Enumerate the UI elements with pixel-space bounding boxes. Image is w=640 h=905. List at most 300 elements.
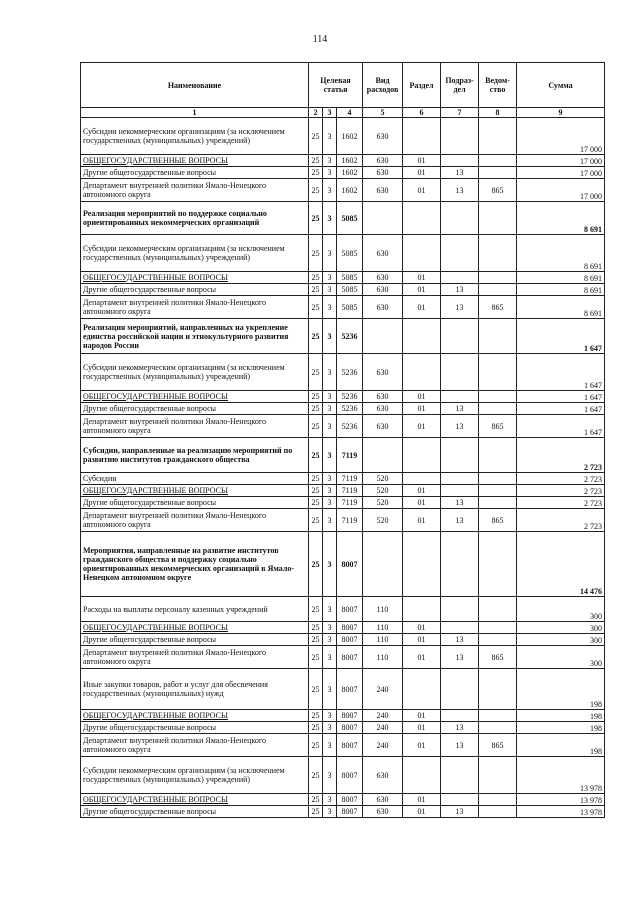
department-code — [479, 722, 517, 734]
target-code-2: 3 — [323, 485, 337, 497]
section-code: 01 — [403, 167, 441, 179]
department-code — [479, 284, 517, 296]
row-name: Другие общегосударственные вопросы — [81, 284, 309, 296]
amount-value: 13 978 — [517, 806, 605, 818]
target-code-2: 3 — [323, 794, 337, 806]
table-row — [81, 622, 605, 634]
target-code-1: 25 — [309, 509, 323, 532]
subsection-code: 13 — [441, 646, 479, 669]
department-code — [479, 155, 517, 167]
amount-value: 13 978 — [517, 794, 605, 806]
table-row — [81, 319, 605, 354]
section-code: 01 — [403, 415, 441, 438]
department-code — [479, 669, 517, 710]
subsection-code — [441, 202, 479, 235]
table-row — [81, 734, 605, 757]
section-code: 01 — [403, 403, 441, 415]
subsection-code — [441, 118, 479, 155]
target-code-2: 3 — [323, 509, 337, 532]
subsection-code — [441, 438, 479, 473]
section-code — [403, 202, 441, 235]
amount-value: 2 723 — [517, 509, 605, 532]
expense-type-code: 630 — [363, 179, 403, 202]
section-code — [403, 235, 441, 272]
header-expense-type: Вид расходов — [363, 63, 403, 108]
department-code — [479, 473, 517, 485]
row-name: Другие общегосударственные вопросы — [81, 167, 309, 179]
section-code: 01 — [403, 710, 441, 722]
row-name: Субсидии некоммерческим организациям (за исключением государственных (муниципальных) учреждений) — [81, 354, 309, 391]
amount-value: 300 — [517, 597, 605, 622]
target-code-1: 25 — [309, 235, 323, 272]
amount-value: 2 723 — [517, 438, 605, 473]
column-number: 5 — [363, 108, 403, 118]
subsection-code: 13 — [441, 403, 479, 415]
department-code: 865 — [479, 646, 517, 669]
target-code-1: 25 — [309, 794, 323, 806]
target-code-2: 3 — [323, 710, 337, 722]
table-row — [81, 509, 605, 532]
row-name: Другие общегосударственные вопросы — [81, 722, 309, 734]
target-code-2: 3 — [323, 415, 337, 438]
target-code-1: 25 — [309, 179, 323, 202]
target-code-1: 25 — [309, 284, 323, 296]
table-row — [81, 354, 605, 391]
target-code-1: 25 — [309, 806, 323, 818]
table-row — [81, 403, 605, 415]
target-code-3: 7119 — [337, 509, 363, 532]
target-code-3: 1602 — [337, 167, 363, 179]
amount-value: 198 — [517, 722, 605, 734]
amount-value: 300 — [517, 646, 605, 669]
department-code: 865 — [479, 509, 517, 532]
section-code: 01 — [403, 622, 441, 634]
table-row — [81, 284, 605, 296]
target-code-3: 7119 — [337, 473, 363, 485]
expense-type-code: 110 — [363, 597, 403, 622]
target-code-3: 8007 — [337, 597, 363, 622]
section-code: 01 — [403, 806, 441, 818]
row-name: ОБЩЕГОСУДАРСТВЕННЫЕ ВОПРОСЫ — [81, 272, 309, 284]
target-code-2: 3 — [323, 284, 337, 296]
target-code-3: 1602 — [337, 118, 363, 155]
table-row — [81, 757, 605, 794]
amount-value: 8 691 — [517, 272, 605, 284]
target-code-3: 5085 — [337, 272, 363, 284]
target-code-2: 3 — [323, 734, 337, 757]
section-code: 01 — [403, 284, 441, 296]
department-code — [479, 272, 517, 284]
subsection-code — [441, 622, 479, 634]
expense-type-code: 520 — [363, 497, 403, 509]
section-code: 01 — [403, 485, 441, 497]
table-row — [81, 473, 605, 485]
section-code — [403, 597, 441, 622]
subsection-code — [441, 669, 479, 710]
amount-value: 1 647 — [517, 319, 605, 354]
target-code-3: 8007 — [337, 710, 363, 722]
target-code-1: 25 — [309, 646, 323, 669]
table-row — [81, 235, 605, 272]
section-code: 01 — [403, 734, 441, 757]
column-number: 3 — [323, 108, 337, 118]
expense-type-code — [363, 319, 403, 354]
target-code-1: 25 — [309, 710, 323, 722]
row-name: Департамент внутренней политики Ямало-Ненецкого автономного округа — [81, 646, 309, 669]
expense-type-code: 630 — [363, 757, 403, 794]
section-code: 01 — [403, 722, 441, 734]
target-code-2: 3 — [323, 391, 337, 403]
subsection-code — [441, 473, 479, 485]
department-code — [479, 167, 517, 179]
row-name: Иные закупки товаров, работ и услуг для обеспечения государственных (муниципальных) нужд — [81, 669, 309, 710]
target-code-1: 25 — [309, 155, 323, 167]
row-name: Другие общегосударственные вопросы — [81, 403, 309, 415]
target-code-3: 8007 — [337, 532, 363, 597]
table-row — [81, 155, 605, 167]
expense-type-code: 520 — [363, 485, 403, 497]
expense-type-code — [363, 202, 403, 235]
target-code-2: 3 — [323, 235, 337, 272]
subsection-code: 13 — [441, 497, 479, 509]
section-code: 01 — [403, 296, 441, 319]
row-name: ОБЩЕГОСУДАРСТВЕННЫЕ ВОПРОСЫ — [81, 485, 309, 497]
target-code-2: 3 — [323, 669, 337, 710]
amount-value: 1 647 — [517, 391, 605, 403]
target-code-2: 3 — [323, 296, 337, 319]
target-code-3: 8007 — [337, 622, 363, 634]
expense-type-code: 630 — [363, 354, 403, 391]
target-code-1: 25 — [309, 319, 323, 354]
target-code-1: 25 — [309, 403, 323, 415]
target-code-2: 3 — [323, 497, 337, 509]
target-code-3: 5236 — [337, 319, 363, 354]
subsection-code: 13 — [441, 509, 479, 532]
department-code — [479, 710, 517, 722]
amount-value: 300 — [517, 622, 605, 634]
target-code-1: 25 — [309, 622, 323, 634]
subsection-code: 13 — [441, 634, 479, 646]
target-code-3: 7119 — [337, 438, 363, 473]
expense-type-code: 240 — [363, 669, 403, 710]
section-code: 01 — [403, 634, 441, 646]
department-code — [479, 235, 517, 272]
subsection-code — [441, 155, 479, 167]
amount-value: 198 — [517, 669, 605, 710]
department-code: 865 — [479, 296, 517, 319]
target-code-2: 3 — [323, 473, 337, 485]
row-name: Другие общегосударственные вопросы — [81, 634, 309, 646]
section-code — [403, 757, 441, 794]
table-row — [81, 646, 605, 669]
target-code-3: 1602 — [337, 179, 363, 202]
target-code-2: 3 — [323, 354, 337, 391]
target-code-1: 25 — [309, 734, 323, 757]
target-code-3: 8007 — [337, 757, 363, 794]
target-code-3: 5085 — [337, 202, 363, 235]
target-code-1: 25 — [309, 415, 323, 438]
amount-value: 17 000 — [517, 167, 605, 179]
target-code-1: 25 — [309, 485, 323, 497]
table-row — [81, 710, 605, 722]
subsection-code: 13 — [441, 167, 479, 179]
target-code-2: 3 — [323, 646, 337, 669]
amount-value: 8 691 — [517, 202, 605, 235]
expense-type-code: 520 — [363, 509, 403, 532]
department-code — [479, 532, 517, 597]
header-department: Ведом-ство — [479, 63, 517, 108]
target-code-3: 5236 — [337, 415, 363, 438]
target-code-1: 25 — [309, 272, 323, 284]
amount-value: 17 000 — [517, 155, 605, 167]
row-name: Реализация мероприятий, направленных на укрепление единства российской нации и этнокультурного развития народов России — [81, 319, 309, 354]
row-name: Департамент внутренней политики Ямало-Ненецкого автономного округа — [81, 296, 309, 319]
department-code: 865 — [479, 415, 517, 438]
section-code — [403, 438, 441, 473]
column-number: 1 — [81, 108, 309, 118]
target-code-3: 1602 — [337, 155, 363, 167]
table-row — [81, 722, 605, 734]
table-row — [81, 167, 605, 179]
table-row — [81, 296, 605, 319]
target-code-3: 5085 — [337, 284, 363, 296]
table-row — [81, 179, 605, 202]
amount-value: 8 691 — [517, 235, 605, 272]
department-code — [479, 403, 517, 415]
subsection-code — [441, 757, 479, 794]
amount-value: 2 723 — [517, 485, 605, 497]
target-code-3: 5236 — [337, 403, 363, 415]
department-code — [479, 757, 517, 794]
amount-value: 17 000 — [517, 179, 605, 202]
budget-table — [80, 62, 605, 818]
amount-value: 198 — [517, 710, 605, 722]
row-name: Департамент внутренней политики Ямало-Ненецкого автономного округа — [81, 179, 309, 202]
amount-value: 14 476 — [517, 532, 605, 597]
column-number: 8 — [479, 108, 517, 118]
row-name: Субсидии, направленные на реализацию мероприятий по развитию институтов гражданского общества — [81, 438, 309, 473]
department-code — [479, 634, 517, 646]
department-code — [479, 806, 517, 818]
target-code-3: 7119 — [337, 485, 363, 497]
section-code — [403, 532, 441, 597]
expense-type-code: 630 — [363, 235, 403, 272]
expense-type-code — [363, 438, 403, 473]
row-name: ОБЩЕГОСУДАРСТВЕННЫЕ ВОПРОСЫ — [81, 155, 309, 167]
department-code — [479, 438, 517, 473]
amount-value: 8 691 — [517, 284, 605, 296]
subsection-code — [441, 235, 479, 272]
section-code: 01 — [403, 179, 441, 202]
table-row — [81, 597, 605, 622]
department-code — [479, 622, 517, 634]
column-number: 2 — [309, 108, 323, 118]
department-code — [479, 319, 517, 354]
expense-type-code — [363, 532, 403, 597]
target-code-2: 3 — [323, 272, 337, 284]
header-subsection: Подраз-дел — [441, 63, 479, 108]
row-name: Субсидии некоммерческим организациям (за исключением государственных (муниципальных) учреждений) — [81, 235, 309, 272]
subsection-code: 13 — [441, 179, 479, 202]
amount-value: 1 647 — [517, 415, 605, 438]
target-code-2: 3 — [323, 155, 337, 167]
subsection-code — [441, 710, 479, 722]
target-code-2: 3 — [323, 806, 337, 818]
table-row — [81, 272, 605, 284]
amount-value: 8 691 — [517, 296, 605, 319]
subsection-code — [441, 485, 479, 497]
row-name: Субсидии некоммерческим организациям (за исключением государственных (муниципальных) учреждений) — [81, 757, 309, 794]
expense-type-code: 630 — [363, 284, 403, 296]
target-code-1: 25 — [309, 532, 323, 597]
section-code: 01 — [403, 272, 441, 284]
target-code-1: 25 — [309, 634, 323, 646]
header-section: Раздел — [403, 63, 441, 108]
expense-type-code: 520 — [363, 473, 403, 485]
target-code-2: 3 — [323, 622, 337, 634]
table-row — [81, 497, 605, 509]
target-code-1: 25 — [309, 296, 323, 319]
amount-value: 2 723 — [517, 497, 605, 509]
row-name: Мероприятия, направленные на развитие институтов гражданского общества и поддержку социально ориентированных некоммерческих организаций в Ямало-Ненецком автономном округе — [81, 532, 309, 597]
section-code — [403, 669, 441, 710]
table-row — [81, 438, 605, 473]
department-code — [479, 118, 517, 155]
section-code: 01 — [403, 646, 441, 669]
section-code — [403, 118, 441, 155]
target-code-3: 8007 — [337, 669, 363, 710]
target-code-2: 3 — [323, 634, 337, 646]
page-number: 114 — [312, 34, 328, 45]
target-code-2: 3 — [323, 722, 337, 734]
target-code-3: 8007 — [337, 722, 363, 734]
expense-type-code: 630 — [363, 296, 403, 319]
target-code-3: 8007 — [337, 634, 363, 646]
row-name: Департамент внутренней политики Ямало-Ненецкого автономного округа — [81, 734, 309, 757]
target-code-3: 5085 — [337, 235, 363, 272]
target-code-3: 5085 — [337, 296, 363, 319]
subsection-code: 13 — [441, 415, 479, 438]
column-number: 9 — [517, 108, 605, 118]
subsection-code — [441, 272, 479, 284]
target-code-1: 25 — [309, 473, 323, 485]
target-code-1: 25 — [309, 167, 323, 179]
expense-type-code: 630 — [363, 167, 403, 179]
expense-type-code: 240 — [363, 722, 403, 734]
target-code-3: 5236 — [337, 391, 363, 403]
expense-type-code: 110 — [363, 646, 403, 669]
target-code-1: 25 — [309, 354, 323, 391]
row-name: ОБЩЕГОСУДАРСТВЕННЫЕ ВОПРОСЫ — [81, 710, 309, 722]
target-code-2: 3 — [323, 202, 337, 235]
section-code: 01 — [403, 497, 441, 509]
row-name: Реализация мероприятий по поддержке социально ориентированных некоммерческих организаций — [81, 202, 309, 235]
expense-type-code: 630 — [363, 155, 403, 167]
amount-value: 300 — [517, 634, 605, 646]
subsection-code: 13 — [441, 734, 479, 757]
table-row — [81, 202, 605, 235]
target-code-1: 25 — [309, 391, 323, 403]
expense-type-code: 240 — [363, 734, 403, 757]
target-code-1: 25 — [309, 669, 323, 710]
department-code — [479, 497, 517, 509]
header-row — [81, 63, 605, 108]
row-name: Субсидии некоммерческим организациям (за исключением государственных (муниципальных) учреждений) — [81, 118, 309, 155]
expense-type-code: 110 — [363, 634, 403, 646]
column-number-row — [81, 108, 605, 118]
target-code-1: 25 — [309, 597, 323, 622]
table-row — [81, 634, 605, 646]
section-code — [403, 319, 441, 354]
amount-value: 1 647 — [517, 403, 605, 415]
row-name: Субсидии — [81, 473, 309, 485]
target-code-3: 8007 — [337, 806, 363, 818]
subsection-code — [441, 597, 479, 622]
table-row — [81, 485, 605, 497]
subsection-code — [441, 794, 479, 806]
amount-value: 13 978 — [517, 757, 605, 794]
department-code — [479, 597, 517, 622]
target-code-1: 25 — [309, 118, 323, 155]
row-name: ОБЩЕГОСУДАРСТВЕННЫЕ ВОПРОСЫ — [81, 391, 309, 403]
table-row — [81, 391, 605, 403]
target-code-2: 3 — [323, 118, 337, 155]
row-name: Департамент внутренней политики Ямало-Ненецкого автономного округа — [81, 415, 309, 438]
amount-value: 198 — [517, 734, 605, 757]
department-code — [479, 391, 517, 403]
target-code-2: 3 — [323, 179, 337, 202]
row-name: Другие общегосударственные вопросы — [81, 806, 309, 818]
header-name: Наименование — [81, 63, 309, 108]
department-code — [479, 354, 517, 391]
row-name: Другие общегосударственные вопросы — [81, 497, 309, 509]
target-code-2: 3 — [323, 597, 337, 622]
subsection-code — [441, 319, 479, 354]
target-code-3: 7119 — [337, 497, 363, 509]
expense-type-code: 630 — [363, 806, 403, 818]
department-code: 865 — [479, 179, 517, 202]
target-code-3: 8007 — [337, 734, 363, 757]
target-code-2: 3 — [323, 757, 337, 794]
subsection-code — [441, 354, 479, 391]
target-code-1: 25 — [309, 202, 323, 235]
subsection-code — [441, 391, 479, 403]
row-name: ОБЩЕГОСУДАРСТВЕННЫЕ ВОПРОСЫ — [81, 622, 309, 634]
expense-type-code: 630 — [363, 794, 403, 806]
section-code: 01 — [403, 794, 441, 806]
target-code-1: 25 — [309, 438, 323, 473]
amount-value: 17 000 — [517, 118, 605, 155]
target-code-1: 25 — [309, 722, 323, 734]
expense-type-code: 110 — [363, 622, 403, 634]
target-code-2: 3 — [323, 403, 337, 415]
target-code-3: 8007 — [337, 794, 363, 806]
expense-type-code: 630 — [363, 415, 403, 438]
department-code — [479, 485, 517, 497]
subsection-code: 13 — [441, 722, 479, 734]
section-code — [403, 473, 441, 485]
expense-type-code: 630 — [363, 272, 403, 284]
table-row — [81, 118, 605, 155]
subsection-code: 13 — [441, 284, 479, 296]
subsection-code — [441, 532, 479, 597]
department-code — [479, 794, 517, 806]
target-code-1: 25 — [309, 497, 323, 509]
subsection-code: 13 — [441, 806, 479, 818]
row-name: Департамент внутренней политики Ямало-Ненецкого автономного округа — [81, 509, 309, 532]
target-code-2: 3 — [323, 319, 337, 354]
target-code-2: 3 — [323, 438, 337, 473]
